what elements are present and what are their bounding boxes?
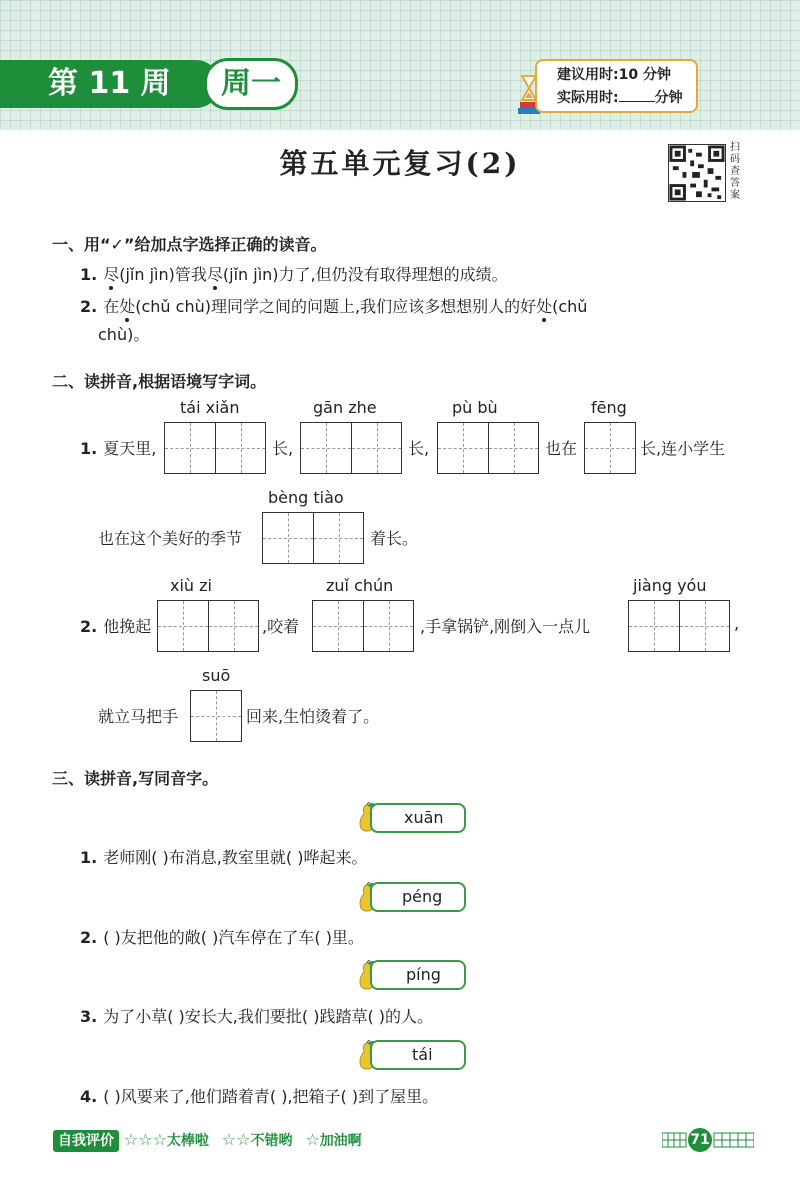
s3-question-4: 4. ( )风要来了,他们踏着青( ),把箱子( )到了屋里。 bbox=[80, 1087, 439, 1106]
dotted-char: 处 bbox=[536, 297, 553, 316]
writing-grid[interactable] bbox=[190, 690, 242, 742]
dotted-char: 尽 bbox=[103, 265, 120, 284]
dotted-char: 处 bbox=[119, 297, 136, 316]
writing-grid[interactable] bbox=[164, 422, 266, 474]
s1-question-2-cont: chù)。 bbox=[98, 325, 150, 344]
s2-q2-start: 2. 他挽起 bbox=[80, 617, 152, 636]
suggested-time-value: 10 分钟 bbox=[618, 67, 671, 83]
s2-text: 回来,生怕烫着了。 bbox=[246, 707, 380, 726]
pinyin: pù bù bbox=[452, 398, 498, 417]
writing-grid[interactable] bbox=[628, 600, 730, 652]
s3-question-2: 2. ( )友把他的敞( )汽车停在了车( )里。 bbox=[80, 928, 364, 947]
writing-grid[interactable] bbox=[262, 512, 364, 564]
star-icon[interactable]: ☆☆ bbox=[221, 1130, 251, 1149]
qr-code-icon[interactable] bbox=[668, 144, 726, 202]
s2-text: ,咬着 bbox=[262, 617, 300, 636]
rating-1: 太棒啦 bbox=[166, 1133, 209, 1149]
rating-3: 加油啊 bbox=[319, 1133, 362, 1149]
pinyin-tag: péng bbox=[370, 882, 466, 912]
writing-grid[interactable] bbox=[312, 600, 414, 652]
section1-heading: 一、用“✓”给加点字选择正确的读音。 bbox=[52, 235, 327, 254]
pinyin: jiàng yóu bbox=[633, 576, 707, 595]
pinyin: bèng tiào bbox=[268, 488, 344, 507]
actual-time-unit: 分钟 bbox=[654, 90, 683, 106]
section2-heading: 二、读拼音,根据语境写字词。 bbox=[52, 372, 267, 391]
self-eval-label: 自我评价 bbox=[53, 1130, 119, 1152]
pinyin: gān zhe bbox=[313, 398, 377, 417]
s1-question-1: 1. 尽(jǐn jìn)管我尽(jǐn jìn)力了,但仍没有取得理想的成绩。 bbox=[80, 265, 508, 284]
pinyin-tag: píng bbox=[370, 960, 466, 990]
s2-text: 也在 bbox=[545, 439, 578, 458]
page-number: 71 bbox=[688, 1128, 712, 1152]
s2-q1-start: 1. 夏天里, bbox=[80, 439, 157, 458]
rating-2: 不错哟 bbox=[250, 1133, 293, 1149]
page-number-badge bbox=[662, 1127, 754, 1153]
s3-question-3: 3. 为了小草( )安长大,我们要批( )践踏草( )的人。 bbox=[80, 1007, 434, 1026]
pinyin: zuǐ chún bbox=[326, 576, 394, 595]
qr-caption: 扫码查答案 bbox=[730, 142, 740, 201]
s2-text: 长, bbox=[408, 439, 430, 458]
writing-grid[interactable] bbox=[437, 422, 539, 474]
pinyin-tag: tái bbox=[370, 1040, 466, 1070]
s2-text: 长,连小学生 bbox=[640, 439, 726, 458]
s3-question-1: 1. 老师刚( )布消息,教室里就( )哗起来。 bbox=[80, 848, 368, 867]
pinyin-tag: xuān bbox=[370, 803, 466, 833]
s2-text: 就立马把手 bbox=[98, 707, 179, 726]
section3-heading: 三、读拼音,写同音字。 bbox=[52, 769, 219, 788]
pinyin: fēng bbox=[591, 398, 627, 417]
actual-time-blank[interactable] bbox=[619, 89, 655, 102]
actual-time-label: 实际用时: bbox=[557, 90, 619, 106]
pinyin: suō bbox=[202, 666, 231, 685]
s2-text: 长, bbox=[272, 439, 294, 458]
writing-grid[interactable] bbox=[584, 422, 636, 474]
time-box bbox=[535, 59, 698, 113]
s1-question-2: 2. 在处(chǔ chù)理同学之间的问题上,我们应该多想想别人的好处(chǔ bbox=[80, 297, 588, 316]
star-icon[interactable]: ☆ bbox=[305, 1130, 320, 1149]
dotted-char: 尽 bbox=[206, 265, 223, 284]
star-icon[interactable]: ☆☆☆ bbox=[123, 1130, 167, 1149]
pinyin: xiù zi bbox=[170, 576, 212, 595]
self-evaluation bbox=[53, 1130, 362, 1150]
pinyin: tái xiǎn bbox=[180, 398, 240, 417]
s2-text: ,手拿锅铲,刚倒入一点儿 bbox=[420, 617, 591, 636]
week-badge: 第 11 周 bbox=[0, 60, 220, 108]
writing-grid[interactable] bbox=[157, 600, 259, 652]
writing-grid[interactable] bbox=[300, 422, 402, 474]
day-badge: 周一 bbox=[204, 58, 298, 110]
suggested-time-label: 建议用时: bbox=[557, 67, 619, 83]
page-title: 第五单元复习(2) bbox=[279, 147, 521, 180]
s2-text: 着长。 bbox=[370, 529, 419, 548]
s2-text: , bbox=[734, 614, 740, 633]
s2-text: 也在这个美好的季节 bbox=[98, 529, 243, 548]
